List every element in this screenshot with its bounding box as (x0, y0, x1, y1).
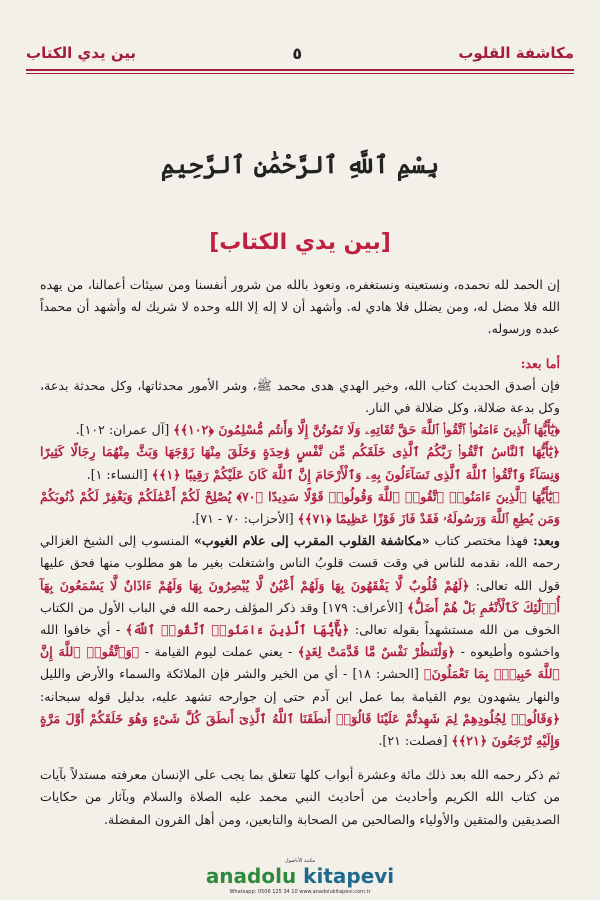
header-book-title: مكاشفة القلوب (458, 44, 574, 62)
p3-intro: فهذا مختصر كتاب (434, 533, 529, 549)
logo-kitapevi: kitapevi (303, 864, 395, 888)
publisher-footer (0, 858, 600, 898)
page-number: ٥ (292, 43, 303, 63)
header-rule-thin (26, 73, 574, 74)
p4-explain-3: - أي من الخير والشر فإن الملائكة والسماء والأرض والليل والنهار يشهدون يوم القيامة بما عمل ابن آدم حتى إن جوارحه تشهد عليه، بدليل قوله سبحانه: (40, 666, 560, 704)
verse-al-imran: ﴿يَٰٓأَيُّهَا ٱلَّذِينَ ءَامَنُوا۟ ٱتَّقُوا۟ ٱللَّهَ حَقَّ تُقَاتِهِۦ وَلَا تَمُوتُنَّ إِلَّا وَأَنتُم مُّسْلِمُونَ ﴿١٠٢﴾﴾ (173, 422, 560, 438)
verse-fussilat: ﴿وَقَالُوا۟ لِجُلُودِهِمْ لِمَ شَهِدتُّمْ عَلَيْنَا قَالُوٓا۟ أَنطَقَنَا ٱللَّهُ ٱلَّذِىٓ أَنطَقَ كُلَّ شَىْءٍ وَهُوَ خَلَقَكُمْ أَوَّلَ مَرَّةٍ وَإِلَيْهِ تُرْجَعُونَ ﴿٢١﴾﴾ (40, 710, 560, 749)
ref-nisa: [النساء: ١]. (86, 466, 148, 482)
paragraph-hadith: فإن أصدق الحديث كتاب الله، وخير الهدي هدى محمد ﷺ، وشر الأمور محدثاتها، وكل محدثة بدعة، وكل بدعة ضلالة، وكل ضلالة في النار. (40, 377, 560, 416)
publisher-small-label: مكتبة الأناضول (284, 858, 316, 864)
section-title: [بين يدي الكتاب] (209, 230, 391, 255)
paragraph-intro: إن الحمد لله نحمده، ونستعينه ونستغفره، ونعوذ بالله من شرور أنفسنا ومن سيئات أعمالنا، من يهده الله فلا مضل له، ومن يضلل فلا هادي له. وأشهد أن لا إله إلا الله وحده لا شريك له وأشهد أن محمداً عبده ورسوله. (40, 277, 560, 337)
verse-hashr-a: ﴿يَٰٓأَيُّهَا ٱلَّذِينَ ءَامَنُوا۟ ٱتَّقُوا۟ ٱللَّهَ﴾ (125, 622, 350, 638)
p4-explain-2: - يعني عملت ليوم القيامة - (144, 644, 293, 660)
verse-nisa: ﴿يَٰٓأَيُّهَا ٱلنَّاسُ ٱتَّقُوا۟ رَبَّكُمُ ٱلَّذِى خَلَقَكُم مِّن نَّفْسٍ وَٰحِدَةٍ وَخَلَقَ مِنْهَا زَوْجَهَا وَبَثَّ مِنْهُمَا رِجَالًا كَثِيرًا وَنِسَآءً وَٱتَّقُوا۟ ٱللَّهَ ٱلَّذِى تَسَآءَلُونَ بِهِۦ وَٱلْأَرْحَامَ إِنَّ ٱللَّهَ كَانَ عَلَيْكُمْ رَقِيبًا ﴿١﴾﴾ (40, 444, 560, 482)
verse-araf: ﴿لَهُمْ قُلُوبٌ لَّا يَفْقَهُونَ بِهَا وَلَهُمْ أَعْيُنٌ لَّا يُبْصِرُونَ بِهَا وَلَهُمْ ءَاذَانٌ لَّا يَسْمَعُونَ بِهَآ أُو۟لَٰٓئِكَ كَٱلْأَنْعَٰمِ بَلْ هُمْ أَضَلُّ﴾ (40, 577, 560, 615)
ref-ahzab: [الأحزاب: ٧٠ - ٧١]. (191, 511, 294, 527)
p4-intro: وقد ذكر المؤلف رحمه الله في الباب الأول من الكتاب الخوف من الله مستشهداً بقوله تعالى: (40, 599, 561, 638)
ref-araf: [الأعراف: ١٧٩] (322, 599, 403, 615)
wabaad-label: وبعد: (533, 533, 561, 549)
amma-baad-label: أما بعد: (520, 355, 560, 371)
publisher-logo (0, 864, 600, 888)
verse-hashr-b: ﴿وَلْتَنظُرْ نَفْسٌ مَّا قَدَّمَتْ لِغَدٍ﴾ (297, 644, 456, 660)
p4-explain-1: - أي خافوا الله واخشوه وأطيعوه - (40, 622, 560, 660)
book-title-quote: «مكاشفة القلوب المقرب إلى علام الغيوب» (194, 533, 430, 549)
ref-fussilat: [فصلت: ٢١]. (378, 733, 448, 749)
verse-hashr-c: ﴿وَٱتَّقُوا۟ ٱللَّهَ إِنَّ ٱللَّهَ خَبِيرٌۢ بِمَا تَعْمَلُونَ﴾ (40, 644, 560, 682)
publisher-contact: Whatsapp: 0506 125 34 10 www.anadolukitapevi.com.tr (229, 889, 371, 895)
p3-body: المنسوب إلى الشيخ الغزالي رحمه الله، نقدمه للناس في وقت قست قلوبُ الناس واشتغلت بغير ما هو مطلوب منها فحق عليها قول الله تعالى: (40, 533, 561, 593)
bismillah: بِسْمِ ٱللَّهِ ٱلرَّحْمَٰنِ ٱلرَّحِيمِ (160, 150, 440, 179)
body-text (40, 274, 560, 831)
header-rule (26, 69, 574, 71)
logo-anadolu: anadolu (205, 864, 297, 888)
running-header (26, 40, 574, 66)
ref-hashr: [الحشر: ١٨] (352, 666, 419, 682)
paragraph-closing: ثم ذكر رحمه الله بعد ذلك مائة وعشرة أبواب كلها تتعلق بما يجب على الإنسان معرفته مستدلاً بآيات من كتاب الله الكريم وأحاديث من أحاديث النبي محمد عليه الصلاة والسلام وبآثار من حكايات الصديقين والمتقين والأولياء والصالحين من الصحابة والتابعين، ومن أهل القرون المفضلة. (40, 767, 560, 827)
verse-ahzab: ﴿يَٰٓأَيُّهَا ٱلَّذِينَ ءَامَنُوا۟ ٱتَّقُوا۟ ٱللَّهَ وَقُولُوا۟ قَوْلًا سَدِيدًا ﴿٧٠﴾ يُصْلِحْ لَكُمْ أَعْمَٰلَكُمْ وَيَغْفِرْ لَكُمْ ذُنُوبَكُمْ وَمَن يُطِعِ ٱللَّهَ وَرَسُولَهُۥ فَقَدْ فَازَ فَوْزًا عَظِيمًا ﴿٧١﴾﴾ (40, 488, 560, 527)
header-chapter-title: بين يدي الكتاب (26, 44, 137, 62)
ref-al-imran: [آل عمران: ١٠٢]. (75, 422, 170, 438)
